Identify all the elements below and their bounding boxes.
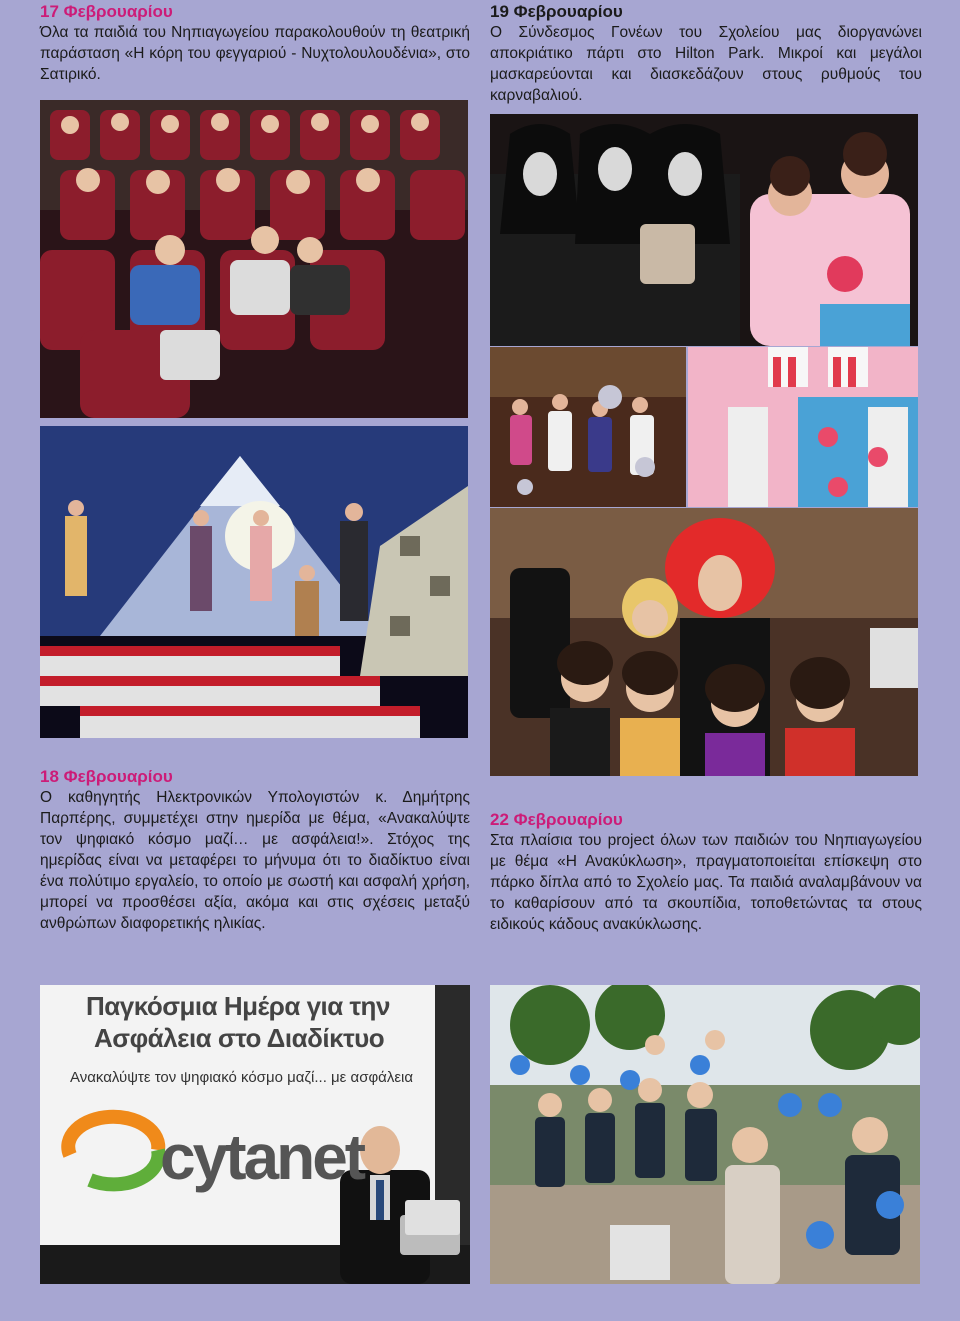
section-feb19 bbox=[490, 2, 922, 106]
section-feb18 bbox=[40, 767, 470, 934]
paragraph-feb18: Ο καθηγητής Ηλεκτρονικών Υπολογιστών κ. Δημήτρης Παρπέρης, συμμετέχει στην ημερίδα με θέμα, «Ανακαλύψτε τον ψηφιακό κόσμο μαζί… με ασφάλεια!». Στόχος της ημερίδας είναι να μεταφέρει το μήνυμα ότι το διαδίκτυο είναι ένα πολύτιμο εργαλείο, το οποίο με σωστή και ασφαλή χρήση, μπορεί να προσθέσει αξία, ακόμα και στις σχέσεις μεταξύ ανθρώπων διαφορετικής ηλικίας. bbox=[40, 789, 470, 932]
banner-title-line2: Ασφάλεια στο Διαδίκτυο bbox=[94, 1023, 385, 1053]
paragraph-feb19: Ο Σύνδεσμος Γονέων του Σχολείου μας διοργανώνει αποκριάτικο πάρτι στο Hilton Park. Μικροί και μεγάλοι μασκαρεύονται και διασκεδάζουν στους ρυθμούς του καρναβαλιού. bbox=[490, 24, 922, 104]
photo-carnival-party bbox=[490, 347, 686, 507]
date-heading-feb22: 22 Φεβρουαρίου bbox=[490, 810, 623, 829]
section-feb22 bbox=[490, 810, 922, 935]
photo-theatre-stage bbox=[40, 426, 468, 738]
paragraph-feb22: Στα πλαίσια του project όλων των παιδιών του Νηπιαγωγείου με θέμα «Η Ανακύκλωση», πραγματοποιείται επίσκεψη στο πάρκο δίπλα από το Σχολείο μας. Τα παιδιά αναλαμβάνουν να το καθαρίσουν από τα σκουπίδια, τοποθετώντας τα στους ειδικούς κάδους ανακύκλωσης. bbox=[490, 832, 922, 933]
paragraph-feb17: Όλα τα παιδιά του Νηπιαγωγείου παρακολουθούν τη θεατρική παράσταση «Η κόρη του φεγγαριού - Νυχτολουλουδένια», στο Σατιρικό. bbox=[40, 24, 470, 83]
date-heading-feb18: 18 Φεβρουαρίου bbox=[40, 767, 173, 786]
photo-carnival-group bbox=[490, 508, 918, 776]
photo-candy-costume bbox=[688, 347, 918, 507]
date-heading-feb19: 19 Φεβρουαρίου bbox=[490, 2, 623, 21]
photo-carnival-costumes bbox=[490, 114, 918, 346]
section-feb17 bbox=[40, 2, 470, 85]
photo-recycling-park bbox=[490, 985, 920, 1284]
photo-theatre-audience bbox=[40, 100, 468, 418]
banner-subtitle: Ανακαλύψτε τον ψηφιακό κόσμο μαζί... με ασφάλεια bbox=[70, 1069, 414, 1086]
date-heading-feb17: 17 Φεβρουαρίου bbox=[40, 2, 173, 21]
photo-internet-safety-day bbox=[40, 985, 470, 1284]
cytanet-logo: cytanet bbox=[160, 1121, 364, 1193]
banner-title-line1: Παγκόσμια Ημέρα για την bbox=[86, 991, 390, 1021]
